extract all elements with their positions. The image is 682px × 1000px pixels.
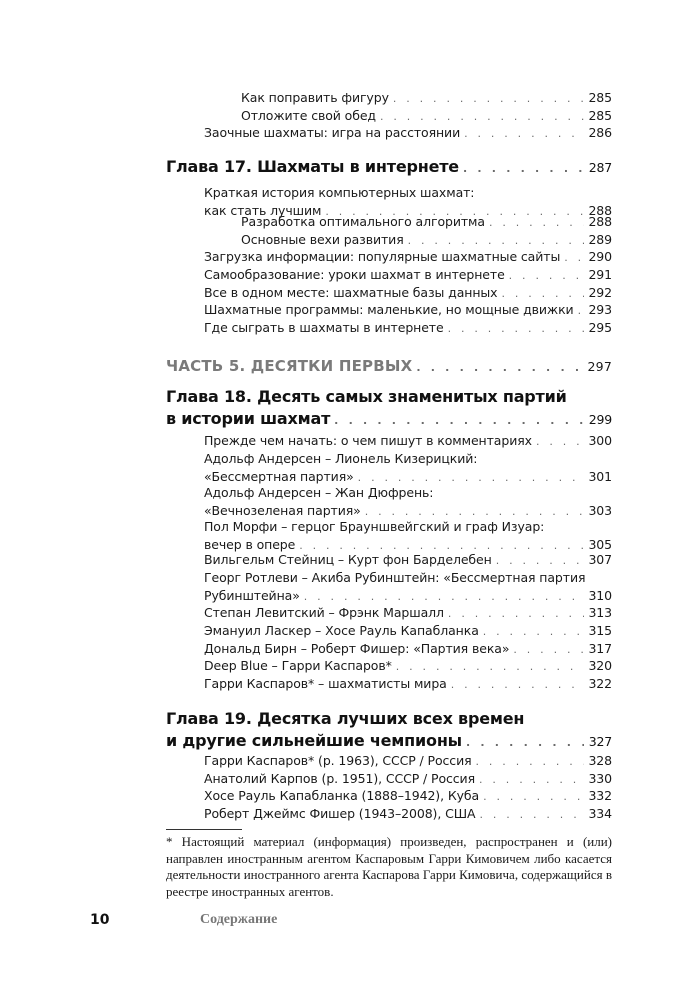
- leader-dots: [334, 410, 584, 432]
- toc-page-number: 289: [588, 232, 612, 247]
- toc-entry-title: Основные вехи развития: [241, 232, 404, 247]
- leader-dots: [393, 90, 584, 108]
- toc-entry[interactable]: [166, 89, 612, 108]
- toc-entry-title: Степан Левитский – Фрэнк Маршалл: [204, 605, 444, 620]
- leader-dots: [448, 320, 584, 338]
- page-number: 10: [90, 912, 110, 928]
- toc-page-number: 317: [588, 641, 612, 656]
- toc-entry[interactable]: [166, 518, 612, 555]
- toc-chapter-title-line2: в истории шахмат: [166, 409, 331, 428]
- toc-entry-title: Хосе Рауль Капабланка (1888–1942), Куба: [204, 788, 480, 803]
- toc-page-number: 320: [588, 658, 612, 673]
- toc-page-number: 303: [588, 503, 612, 518]
- toc-entry[interactable]: [166, 450, 612, 487]
- toc-page-number: 292: [588, 285, 612, 300]
- toc-entry[interactable]: [166, 805, 612, 824]
- toc-entry-title-line2: «Бессмертная партия»: [204, 469, 354, 484]
- toc-part-title: ЧАСТЬ 5. ДЕСЯТКИ ПЕРВЫХ: [166, 357, 413, 375]
- toc-entry[interactable]: [166, 657, 612, 676]
- toc-chapter-17[interactable]: [166, 156, 612, 180]
- toc-page-number: 328: [588, 753, 612, 768]
- leader-dots: [479, 806, 584, 824]
- toc-entry-title: Где сыграть в шахматы в интернете: [204, 320, 444, 335]
- toc-page-number: 310: [588, 588, 612, 603]
- leader-dots: [463, 158, 584, 180]
- toc-entry[interactable]: [166, 248, 612, 267]
- toc-chapter-19[interactable]: [166, 708, 612, 754]
- toc-entry[interactable]: [166, 569, 612, 606]
- toc-chapter-title-line1: Глава 18. Десять самых знаменитых партий: [166, 387, 567, 406]
- toc-entry-title-line1: Георг Ротлеви – Акиба Рубинштейн: «Бессмертная партия: [204, 570, 586, 585]
- leader-dots: [476, 753, 584, 771]
- leader-dots: [536, 433, 584, 451]
- toc-entry[interactable]: [166, 484, 612, 521]
- toc-entry[interactable]: [166, 675, 612, 694]
- toc-entry[interactable]: [166, 622, 612, 641]
- leader-dots: [489, 214, 584, 232]
- leader-dots: [451, 676, 584, 694]
- toc-chapter-title: Глава 17. Шахматы в интернете: [166, 157, 459, 176]
- toc-page-number: 293: [588, 302, 612, 317]
- toc-entry-title: Как поправить фигуру: [241, 90, 389, 105]
- leader-dots: [564, 249, 584, 267]
- toc-entry-title-line2: как стать лучшим: [204, 203, 322, 218]
- footnote-rule: [166, 829, 242, 830]
- toc-page-number: 299: [588, 412, 612, 427]
- toc-entry-title-line2: «Вечнозеленая партия»: [204, 503, 361, 518]
- leader-dots: [464, 125, 584, 143]
- toc-entry[interactable]: [166, 213, 612, 232]
- toc-entry[interactable]: [166, 551, 612, 570]
- running-head: Содержание: [200, 912, 278, 927]
- toc-chapter-title-line1: Глава 19. Десятка лучших всех времен: [166, 709, 525, 728]
- leader-dots: [496, 552, 584, 570]
- footnote: * Настоящий материал (информация) произведен, распространен и (или) направлен иностранным агентом Каспаровым Гарри Кимовичем либо касается деятельности иностранного агента Каспарова Гарри Кимовича, содержащийся в реестре иностранных агентов.: [166, 834, 612, 899]
- leader-dots: [466, 732, 584, 754]
- toc-page-number: 322: [588, 676, 612, 691]
- toc-entry-title: Отложите свой обед: [241, 108, 376, 123]
- toc-entry-title: Гарри Каспаров* – шахматисты мира: [204, 676, 447, 691]
- toc-entry-title: Загрузка информации: популярные шахматные сайты: [204, 249, 561, 264]
- leader-dots: [483, 788, 584, 806]
- toc-entry-title: Анатолий Карпов (р. 1951), СССР / Россия: [204, 771, 476, 786]
- toc-entry[interactable]: [166, 604, 612, 623]
- toc-page-number: 285: [588, 108, 612, 123]
- toc-page-number: 315: [588, 623, 612, 638]
- toc-page-number: 285: [588, 90, 612, 105]
- toc-entry-title: Все в одном месте: шахматные базы данных: [204, 285, 498, 300]
- toc-entry-title-line1: Краткая история компьютерных шахмат:: [204, 185, 475, 200]
- toc-entry[interactable]: [166, 432, 612, 451]
- leader-dots: [448, 605, 584, 623]
- toc-entry[interactable]: [166, 301, 612, 320]
- leader-dots: [396, 658, 584, 676]
- toc-page-number: 313: [588, 605, 612, 620]
- toc-page-number: 300: [588, 433, 612, 448]
- toc-entry-title-line2: вечер в опере: [204, 537, 296, 552]
- toc-entry-title: Самообразование: уроки шахмат в интернете: [204, 267, 505, 282]
- toc-page-number: 288: [588, 214, 612, 229]
- toc-entry-title: Эмануил Ласкер – Хосе Рауль Капабланка: [204, 623, 479, 638]
- toc-entry-title: Вильгельм Стейниц – Курт фон Барделебен: [204, 552, 492, 567]
- toc-page-number: 295: [588, 320, 612, 335]
- toc-entry-title: Роберт Джеймс Фишер (1943–2008), США: [204, 806, 476, 821]
- leader-dots: [509, 267, 584, 285]
- toc-entry-title-line1: Адольф Андерсен – Лионель Кизерицкий:: [204, 451, 478, 466]
- toc-entry-title-line1: Адольф Андерсен – Жан Дюфрень:: [204, 485, 434, 500]
- toc-entry[interactable]: [166, 319, 612, 338]
- toc-page-number: 307: [588, 552, 612, 567]
- toc-entry-title-line2: Рубинштейна»: [204, 588, 300, 603]
- toc-page-number: 334: [588, 806, 612, 821]
- leader-dots: [483, 623, 584, 641]
- toc-page-number: 290: [588, 249, 612, 264]
- toc-page-number: 301: [588, 469, 612, 484]
- toc-entry-title: Deep Blue – Гарри Каспаров*: [204, 658, 392, 673]
- toc-page-number: 291: [588, 267, 612, 282]
- toc-entry[interactable]: [166, 752, 612, 771]
- toc-entry-title: Заочные шахматы: игра на расстоянии: [204, 125, 461, 140]
- toc-page-number: 286: [588, 125, 612, 140]
- toc-page-number: 327: [588, 734, 612, 749]
- toc-page-number: 305: [588, 537, 612, 552]
- toc-page-number: 287: [588, 160, 612, 175]
- toc-entry-title: Шахматные программы: маленькие, но мощные движки: [204, 302, 574, 317]
- toc-entry[interactable]: [166, 124, 612, 143]
- toc-chapter-title-line2: и другие сильнейшие чемпионы: [166, 731, 462, 750]
- leader-dots: [578, 302, 584, 320]
- toc-chapter-18[interactable]: [166, 386, 612, 432]
- toc-entry[interactable]: [166, 787, 612, 806]
- toc-entry-title: Разработка оптимального алгоритма: [241, 214, 485, 229]
- toc-part-5[interactable]: [166, 355, 612, 379]
- toc-entry-title: Прежде чем начать: о чем пишут в комментариях: [204, 433, 532, 448]
- toc-entry[interactable]: [166, 266, 612, 285]
- toc-entry-title-line1: Пол Морфи – герцог Брауншвейгский и граф Изуар:: [204, 519, 545, 534]
- toc-entry-title: Гарри Каспаров* (р. 1963), СССР / Россия: [204, 753, 472, 768]
- toc-page-number: 288: [588, 203, 612, 218]
- leader-dots: [416, 357, 583, 379]
- toc-page-number: 297: [587, 359, 612, 374]
- toc-page-number: 330: [588, 771, 612, 786]
- toc-entry-title: Дональд Бирн – Роберт Фишер: «Партия века»: [204, 641, 510, 656]
- toc-page-number: 332: [588, 788, 612, 803]
